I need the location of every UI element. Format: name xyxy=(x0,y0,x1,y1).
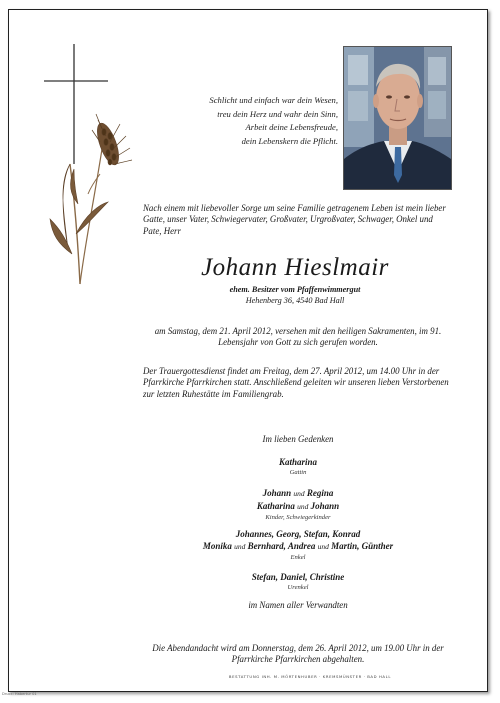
children-line-1 xyxy=(143,487,453,500)
portrait-photo xyxy=(343,46,452,190)
former-title: ehem. Besitzer vom Pfaffenwimmergut xyxy=(229,285,361,294)
conjunction: und xyxy=(317,542,329,551)
memorial-poem xyxy=(150,94,338,148)
family-great-grandchildren xyxy=(143,571,453,592)
grandchild-name: Monika xyxy=(202,541,232,551)
child-name: Johann xyxy=(310,501,340,511)
family-wife xyxy=(143,456,453,477)
grandchild-name: Bernhard, Andrea xyxy=(247,541,316,551)
grandchild-name: Martin, Günther xyxy=(331,541,394,551)
conjunction: und xyxy=(234,542,246,551)
family-grandchildren xyxy=(143,528,453,562)
child-name: Regina xyxy=(306,488,334,498)
all-relatives: im Namen aller Verwandten xyxy=(248,600,348,610)
intro-text: Nach einem mit liebevoller Sorge um seine Familie getragenem Leben ist mein lieber Gatte, unser Vater, Schwiegervater, Großvater, Urgroßvater, Schwager, Onkel und Pate, Herr xyxy=(143,203,446,236)
child-name: Johann xyxy=(262,488,292,498)
poem-line: Schlicht und einfach war dein Wesen, xyxy=(209,95,338,105)
child-name: Katharina xyxy=(256,501,295,511)
great-grandchildren-names: Stefan, Daniel, Christine xyxy=(251,572,345,582)
cross-icon xyxy=(44,44,108,164)
grandchildren-line-2 xyxy=(143,540,453,553)
poem-line: treu dein Herz und wahr dein Sinn, xyxy=(217,108,338,119)
great-grandchildren-role: Urenkel xyxy=(287,584,309,591)
poem-line: dein Lebenskern die Pflicht. xyxy=(241,135,338,146)
address: Hehenberg 36, 4540 Bad Hall xyxy=(245,296,345,305)
grandchildren-line-1: Johannes, Georg, Stefan, Konrad xyxy=(235,529,361,539)
printer-line: BESTATTUNG INH. M. MÖRTENHUBER · KREMSMÜNSTER · BAD HALL xyxy=(228,674,392,679)
deceased-name: Johann Hieslmair xyxy=(201,254,389,281)
death-notice: am Samstag, dem 21. April 2012, versehen mit den heiligen Sakramenten, im 91. Lebensjahr von Gott zu sich gerufen worden. xyxy=(154,326,442,348)
wheat-icon xyxy=(50,114,132,284)
evening-service: Die Abendandacht wird am Donnerstag, dem 26. April 2012, um 19.00 Uhr in der Pfarrkirche Pfarrkirchen abgehalten. xyxy=(152,643,444,665)
cross-wheat-emblem xyxy=(40,44,140,294)
conjunction: und xyxy=(293,489,305,498)
wife-role: Gattin xyxy=(289,469,307,476)
memory-heading: Im lieben Gedenken xyxy=(262,434,334,444)
poem-line: Arbeit deine Lebensfreude, xyxy=(245,122,338,133)
funeral-info: Der Trauergottesdienst findet am Freitag, dem 27. April 2012, um 14.00 Uhr in der Pfarrkirche Pfarrkirchen statt. Anschließend geleiten wir unseren lieben Verstorbenen zur letzten Ruhestätte im Familiengrab. xyxy=(143,366,449,399)
children-role: Kinder, Schwiegerkinder xyxy=(265,514,331,521)
grandchildren-role: Enkel xyxy=(290,554,306,561)
corner-note: Druck: Habertur 01 xyxy=(2,692,37,696)
conjunction: und xyxy=(297,502,309,511)
wife-name: Katharina xyxy=(278,457,318,467)
children-line-2 xyxy=(143,500,453,513)
family-children xyxy=(143,487,453,522)
